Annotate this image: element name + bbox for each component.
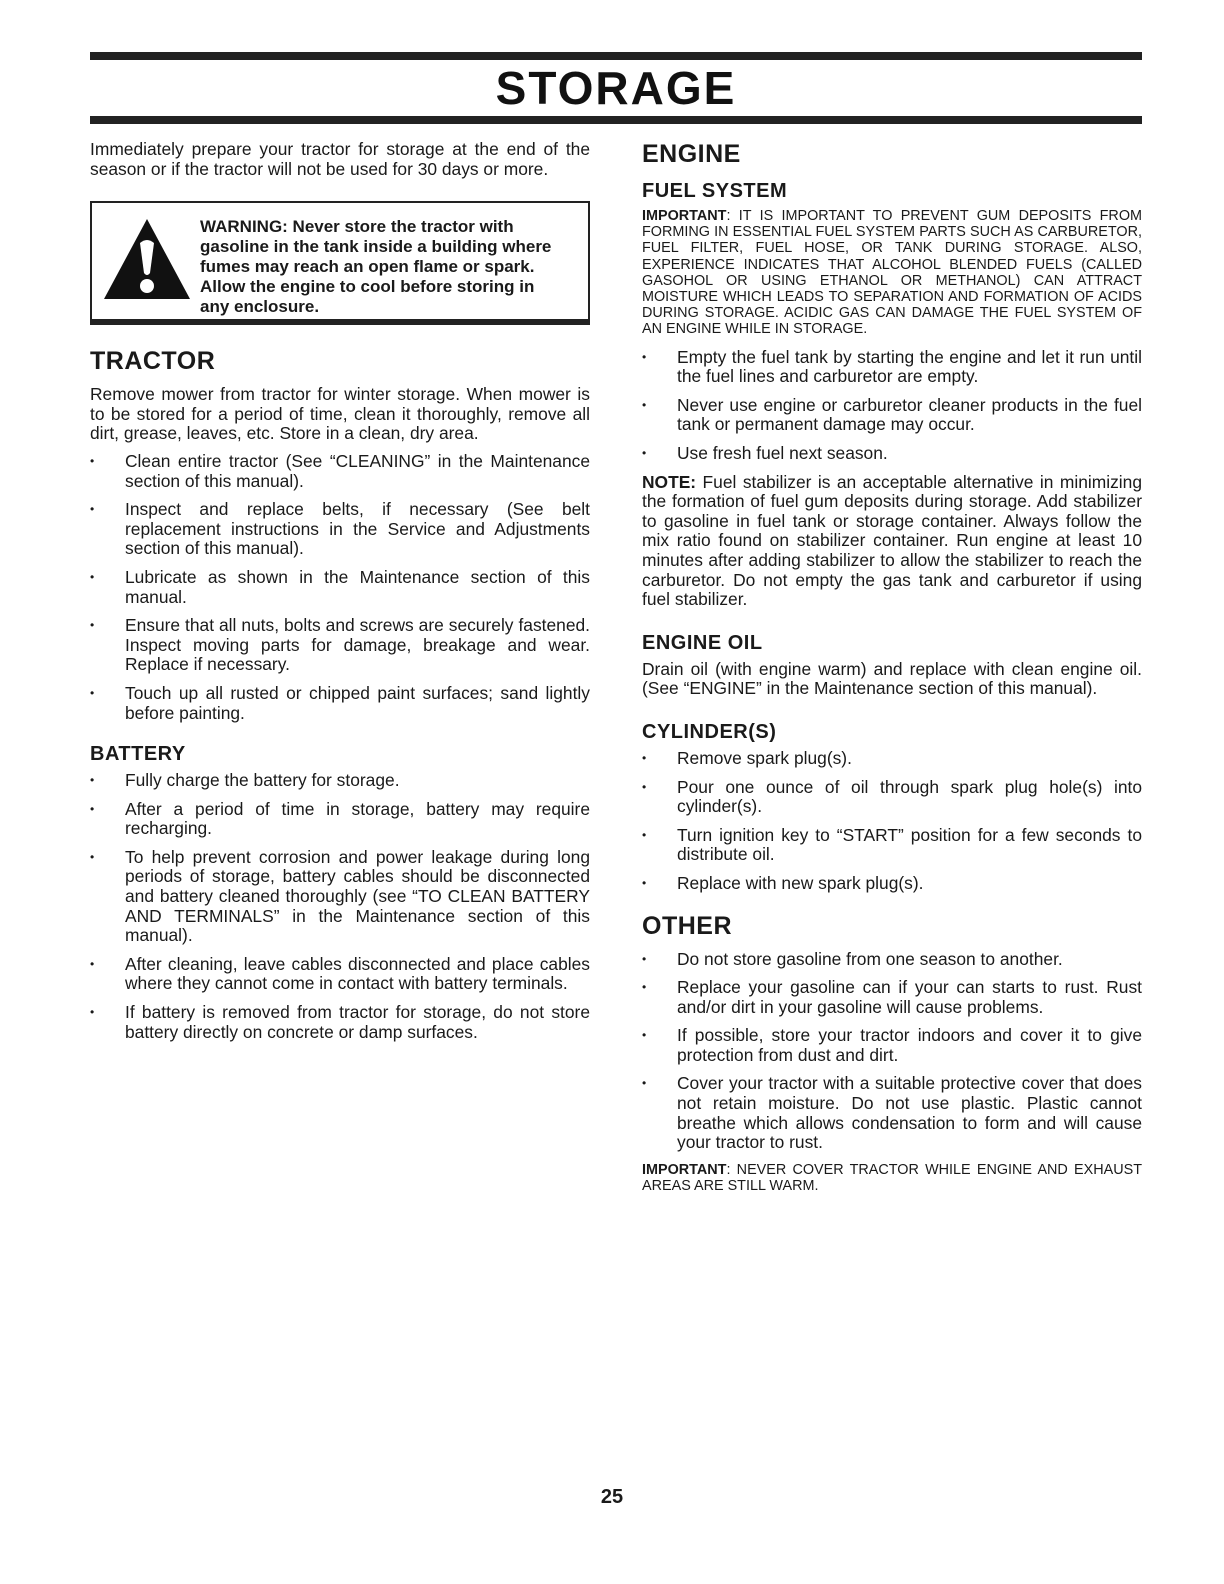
cylinders-list	[642, 749, 1142, 894]
fuel-system-heading: FUEL SYSTEM	[642, 180, 788, 202]
list-item: • Remove spark plug(s).	[642, 749, 1142, 769]
engine-oil-paragraph: Drain oil (with engine warm) and replace with clean engine oil. (See “ENGINE” in the Maintenance section of this manual).	[642, 658, 1142, 699]
important-text: : NEVER COVER TRACTOR WHILE ENGINE AND EXHAUST AREAS ARE STILL WARM.	[642, 1161, 1142, 1195]
list-item: • Turn ignition key to “START” position for a few seconds to distribute oil.	[642, 826, 1142, 865]
list-item: • Do not store gasoline from one season to another.	[642, 950, 1142, 970]
important-label: IMPORTANT	[642, 208, 727, 224]
list-item: • Replace with new spark plug(s).	[642, 874, 1142, 894]
list-item: • Inspect and replace belts, if necessary (See belt replacement instructions in the Service and Adjustments section of this manual).	[90, 500, 590, 559]
engine-oil-heading: ENGINE OIL	[642, 631, 763, 654]
list-item: • After a period of time in storage, battery may require recharging.	[90, 800, 590, 839]
note-label: NOTE:	[642, 471, 697, 492]
warning-box	[90, 201, 590, 325]
other-important-paragraph	[642, 1162, 1142, 1194]
list-item: • Replace your gasoline can if your can starts to rust. Rust and/or dirt in your gasoline will cause problems.	[642, 978, 1142, 1017]
list-item: • Empty the fuel tank by starting the engine and let it run until the fuel lines and carburetor are empty.	[642, 348, 1142, 387]
page-number: 25	[600, 1486, 624, 1508]
fuel-system-list	[642, 348, 1142, 464]
tractor-heading: TRACTOR	[90, 347, 216, 376]
list-item: • Cover your tractor with a suitable protective cover that does not retain moisture. Do not use plastic. Plastic cannot breathe which allows condensation to form and will cause your tractor to rust.	[642, 1074, 1142, 1152]
intro-paragraph: Immediately prepare your tractor for storage at the end of the season or if the tractor will not be used for 30 days or more.	[90, 139, 590, 179]
list-item: • If battery is removed from tractor for storage, do not store battery directly on concrete or damp surfaces.	[90, 1003, 590, 1042]
fuel-important-paragraph	[642, 208, 1142, 338]
list-item: • Never use engine or carburetor cleaner products in the fuel tank or permanent damage may occur.	[642, 396, 1142, 435]
tractor-paragraph: Remove mower from tractor for winter storage. When mower is to be stored for a period of time, clean it thoroughly, remove all dirt, grease, leaves, etc. Store in a clean, dry area.	[90, 384, 590, 444]
list-item: • Touch up all rusted or chipped paint surfaces; sand lightly before painting.	[90, 684, 590, 723]
note-text: Fuel stabilizer is an acceptable alternative in minimizing the formation of fuel gum deposits during storage. Add stabilizer to gasoline in fuel tank or storage container. Always follow the mix ratio found on stabilizer container. Run engine at least 10 minutes after adding stabilizer to allow the stabilizer to reach the carburetor. Do not empty the gas tank and carburetor if using fuel stabilizer.	[642, 471, 1142, 610]
battery-list	[90, 771, 590, 1042]
list-item: • Lubricate as shown in the Maintenance section of this manual.	[90, 568, 590, 607]
list-item: • Pour one ounce of oil through spark plug hole(s) into cylinder(s).	[642, 778, 1142, 817]
important-text: : IT IS IMPORTANT TO PREVENT GUM DEPOSITS FROM FORMING IN ESSENTIAL FUEL SYSTEM PARTS SUCH AS CARBURETOR, FUEL FILTER, FUEL HOSE, OR TANK DURING STORAGE. ALSO, EXPERIENCE INDICATES THAT ALCOHOL BLENDED FUELS (CALLED GASOHOL OR USING ETHANOL OR METHANOL) CAN ATTRACT MOISTURE WHICH LEADS TO SEPARATION AND FORMATION OF ACIDS DURING STORAGE. ACIDIC GAS CAN DAMAGE THE FUEL SYSTEM OF AN ENGINE WHILE IN STORAGE.	[642, 208, 1142, 338]
battery-heading: BATTERY	[90, 743, 186, 766]
list-item: • After cleaning, leave cables disconnected and place cables where they cannot come in contact with battery terminals.	[90, 955, 590, 994]
cylinders-heading: CYLINDER(S)	[642, 720, 777, 743]
left-column	[90, 140, 590, 1051]
tractor-list	[90, 452, 590, 723]
list-item: • Ensure that all nuts, bolts and screws are securely fastened. Inspect moving parts for damage, breakage and wear. Replace if necessary.	[90, 616, 590, 675]
list-item: • Fully charge the battery for storage.	[90, 771, 590, 791]
page-title: STORAGE	[495, 62, 737, 114]
important-label: IMPORTANT	[642, 1161, 727, 1178]
list-item: • Use fresh fuel next season.	[642, 444, 1142, 464]
header-rule-top	[90, 52, 1142, 60]
header-rule-bottom	[90, 116, 1142, 124]
list-item: • Clean entire tractor (See “CLEANING” in the Maintenance section of this manual).	[90, 452, 590, 491]
fuel-note-paragraph	[642, 473, 1142, 610]
warning-triangle-icon	[102, 217, 192, 301]
warning-text: WARNING: Never store the tractor with gasoline in the tank inside a building where fumes may reach an open flame or spark. Allow the engine to cool before storing in any enclosure.	[200, 217, 552, 317]
other-heading: OTHER	[642, 911, 732, 940]
list-item: • To help prevent corrosion and power leakage during long periods of storage, battery cables should be disconnected and battery cleaned thoroughly (see “TO CLEAN BATTERY AND TERMINALS” in the Maintenance section of this manual).	[90, 848, 590, 946]
list-item: • If possible, store your tractor indoors and cover it to give protection from dust and dirt.	[642, 1026, 1142, 1065]
other-list	[642, 950, 1142, 1153]
right-column	[642, 140, 1142, 1204]
engine-heading: ENGINE	[642, 140, 741, 168]
